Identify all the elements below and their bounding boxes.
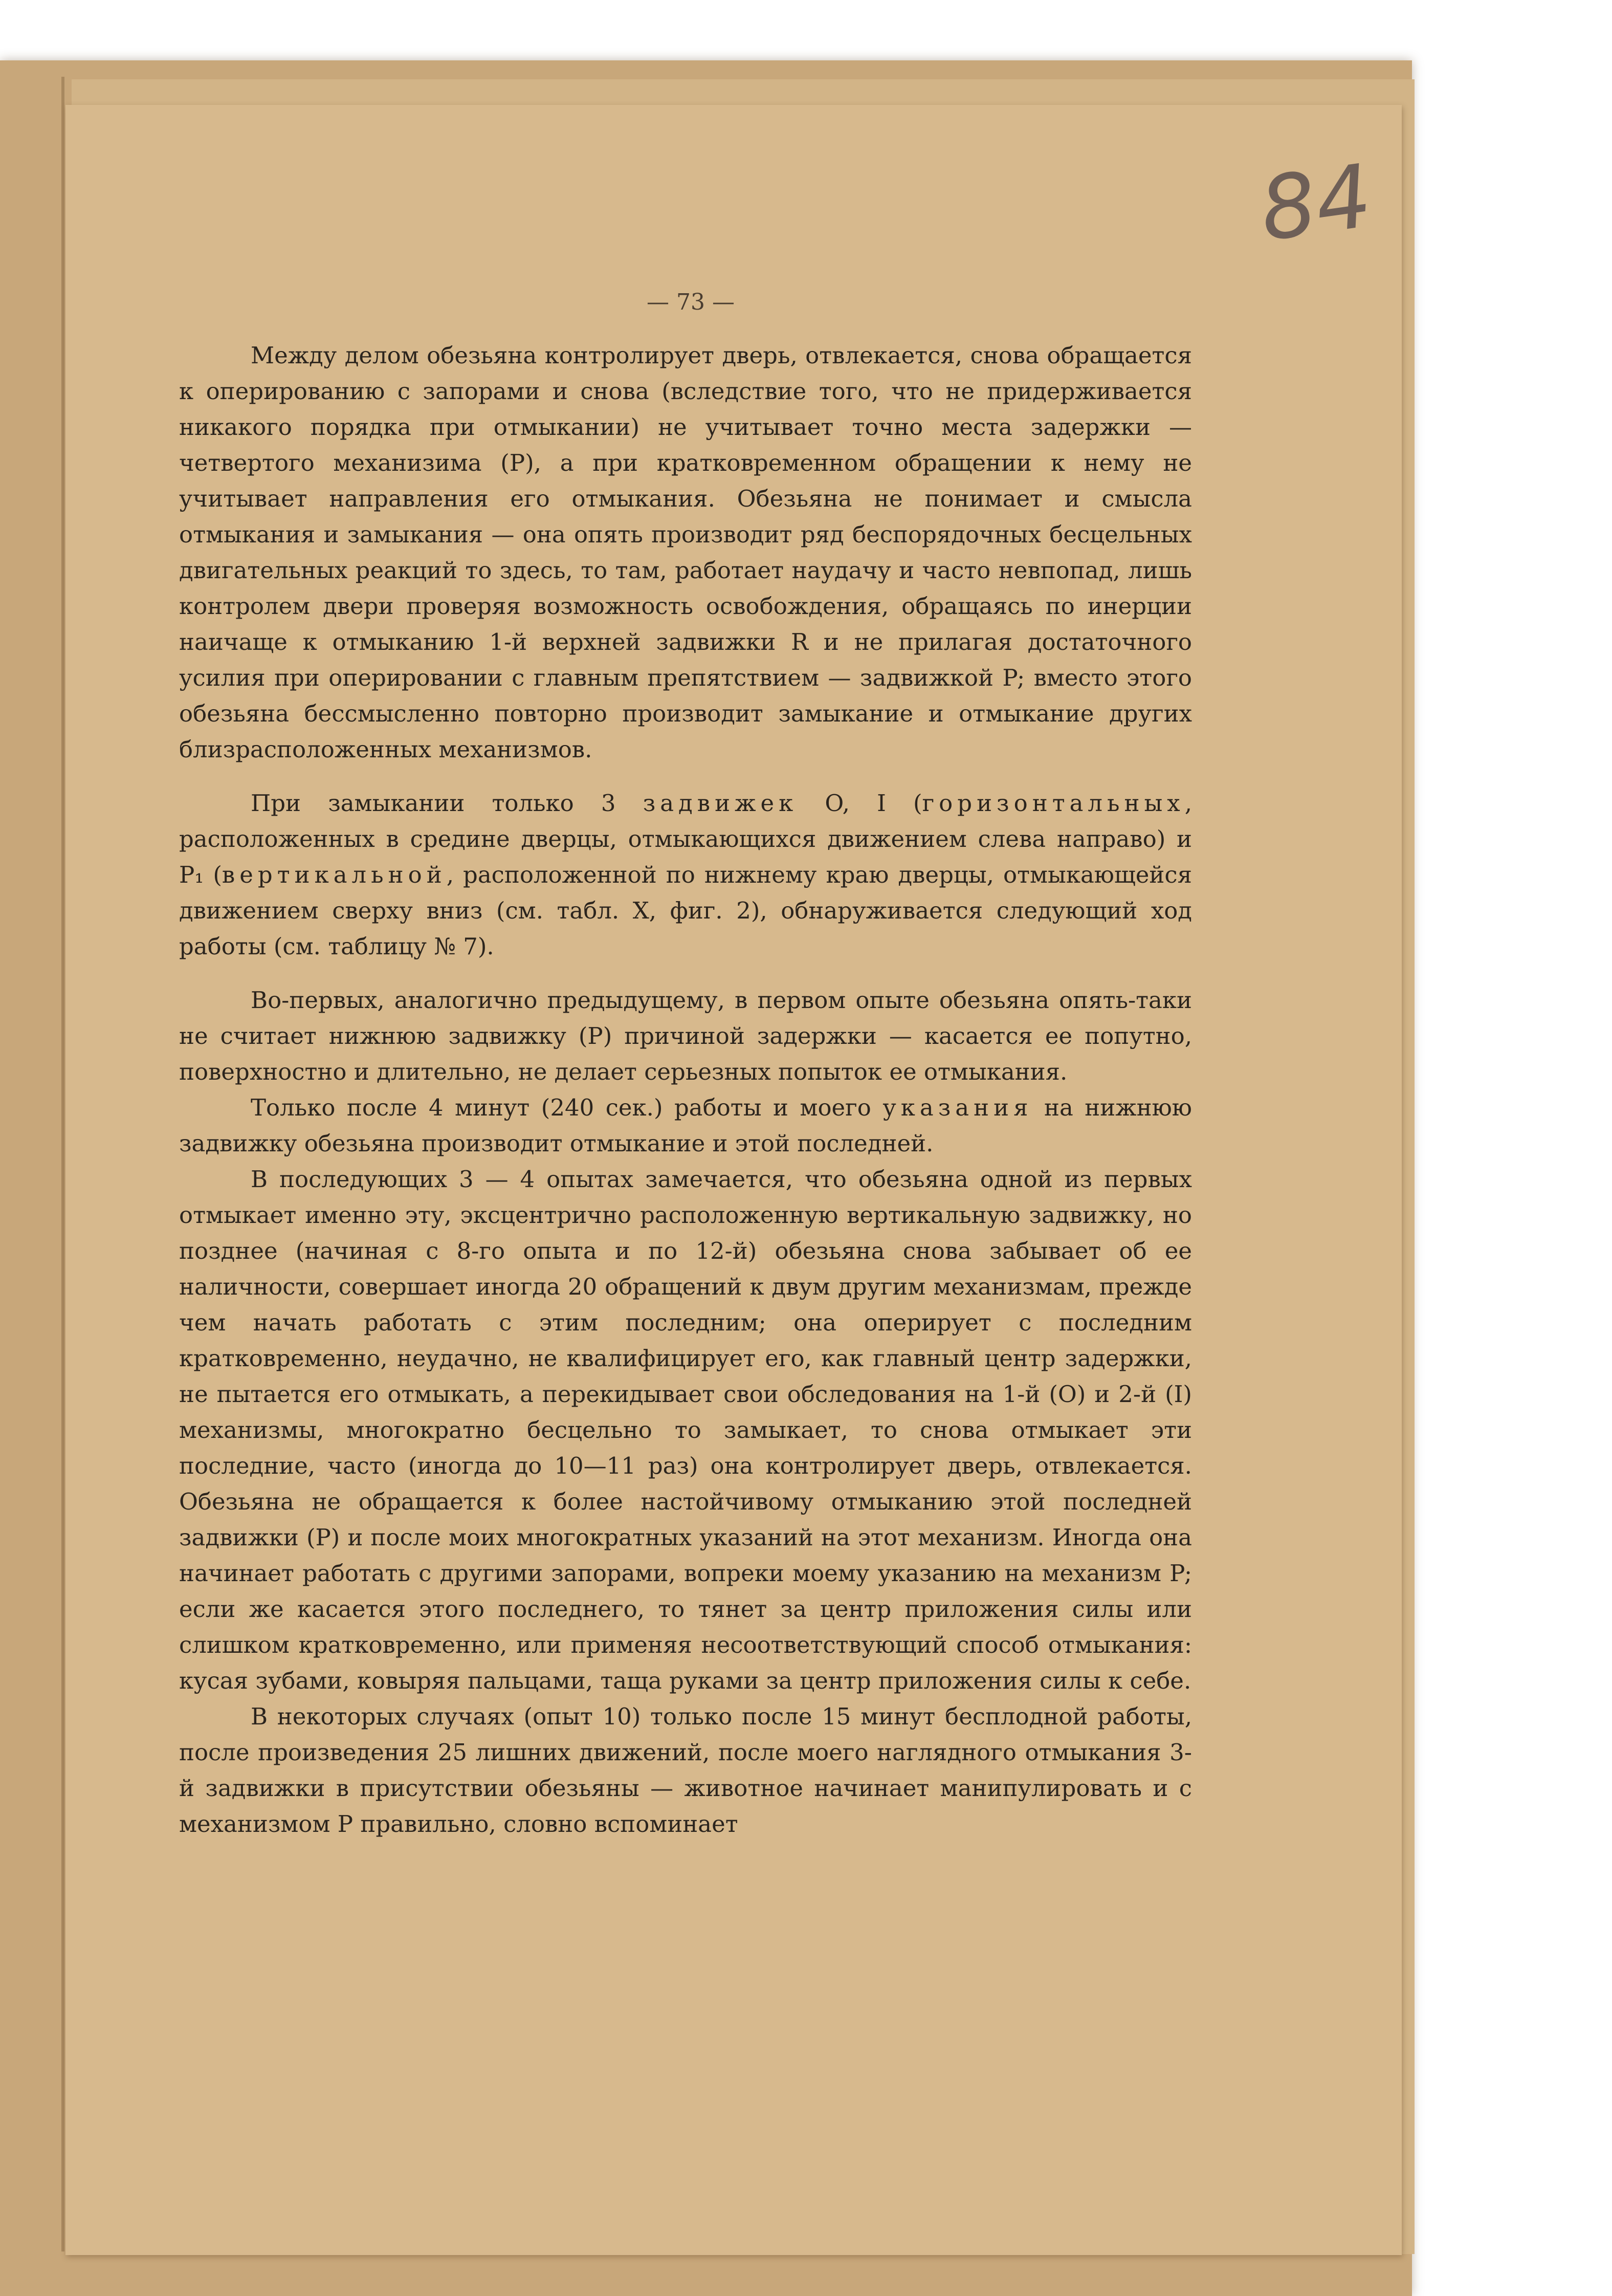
printed-page-number: — 73 — bbox=[647, 289, 735, 315]
paragraph-2-part: , расположенной по нижнему краю дверцы, отмыкающейся движением сверху вниз (см. табл. X, фиг. 2), обнаруживается следующий ход работы (см. таблицу № 7). bbox=[179, 861, 1192, 960]
paragraph-1: Между делом обезьяна контролирует дверь, отвлекается, снова обращается к оперированию с запорами и снова (вследствие того, что не придерживается никакого порядка при отмыкании) не учитывает точно места задержки — четвертого механизима (P), а при кратковременном обращении к нему не учитывает направления его отмыкания. Обезьяна не понимает и смысла отмыкания и замыкания — она опять производит ряд беспорядочных бесцельных двигательных реакций то здесь, то там, работает наудачу и часто невпопад, лишь контролем двери проверяя возможность освобождения, обращаясь по инерции наичаще к отмыканию 1-й верхней задвижки R и не прилагая достаточного усилия при оперировании с главным препятствием — задвижкой P; вместо этого обезьяна бессмысленно повторно производит замыкание и отмыкание других близрасположенных механизмов. bbox=[179, 342, 1192, 763]
paragraph-4-part: на нижнюю задвижку обезьяна производит отмыкание и этой последней. bbox=[179, 1094, 1192, 1157]
paragraph-2 bbox=[179, 785, 1192, 965]
handwritten-page-number: 84 bbox=[1254, 145, 1378, 261]
paragraph-2-part: При замыкании только 3 bbox=[251, 790, 643, 817]
paragraph-4-part: Только после 4 минут (240 сек.) работы и моего bbox=[251, 1094, 883, 1121]
paragraph-3: Во-первых, аналогично предыдущему, в первом опыте обезьяна опять-таки не считает нижнюю задвижку (P) причиной задержки — касается ее попутно, поверхностно и длительно, не делает серьезных попыток ее отмыкания. bbox=[179, 987, 1192, 1085]
backing-fold-line bbox=[61, 77, 64, 2251]
paragraph-2-part: , расположенных в средине дверцы, отмыкающихся движением слева направо) и P₁ ( bbox=[179, 790, 1192, 888]
emphasis-spaced: указания bbox=[882, 1094, 1033, 1121]
emphasis-spaced: горизонтальных bbox=[922, 790, 1185, 817]
paragraph-2-part: O, I ( bbox=[798, 790, 922, 817]
paragraph-4 bbox=[179, 1090, 1192, 1162]
body-text bbox=[179, 338, 1192, 1842]
paragraph-5: В последующих 3 — 4 опытах замечается, что обезьяна одной из первых отмыкает именно эту, эксцентрично расположенную вертикальную задвижку, но позднее (начиная с 8-го опыта и по 12-й) обезьяна снова забывает об ее наличности, совершает иногда 20 обращений к двум другим механизмам, прежде чем начать работать с этим последним; она оперирует с последним кратковременно, неудачно, не квалифицирует его, как главный центр задержки, не пытается его отмыкать, а перекидывает свои обследования на 1-й (O) и 2-й (I) механизмы, многократно бесцельно то замыкает, то снова отмыкает эти последние, часто (иногда до 10—11 раз) она контролирует дверь, отвлекается. Обезьяна не обращается к более настойчивому отмыканию этой последней задвижки (P) и после моих многократных указаний на этот механизм. Иногда она начинает работать с другими запорами, вопреки моему указанию на механизм P; если же касается этого последнего, то тянет за центр приложения силы или слишком кратковременно, или применяя несоответствующий способ отмыкания: кусая зубами, ковыряя пальцами, таща руками за центр приложения силы к себе. bbox=[179, 1166, 1192, 1694]
emphasis-spaced: вертикальной bbox=[222, 861, 447, 888]
paragraph-6: В некоторых случаях (опыт 10) только после 15 минут бесплодной работы, после произведения 25 лишних движений, после моего наглядного отмыкания 3-й задвижки в присутствии обезьяны — животное начинает манипулировать и с механизмом P правильно, словно вспоминает bbox=[179, 1703, 1192, 1838]
emphasis-spaced: задвижек bbox=[643, 790, 798, 817]
